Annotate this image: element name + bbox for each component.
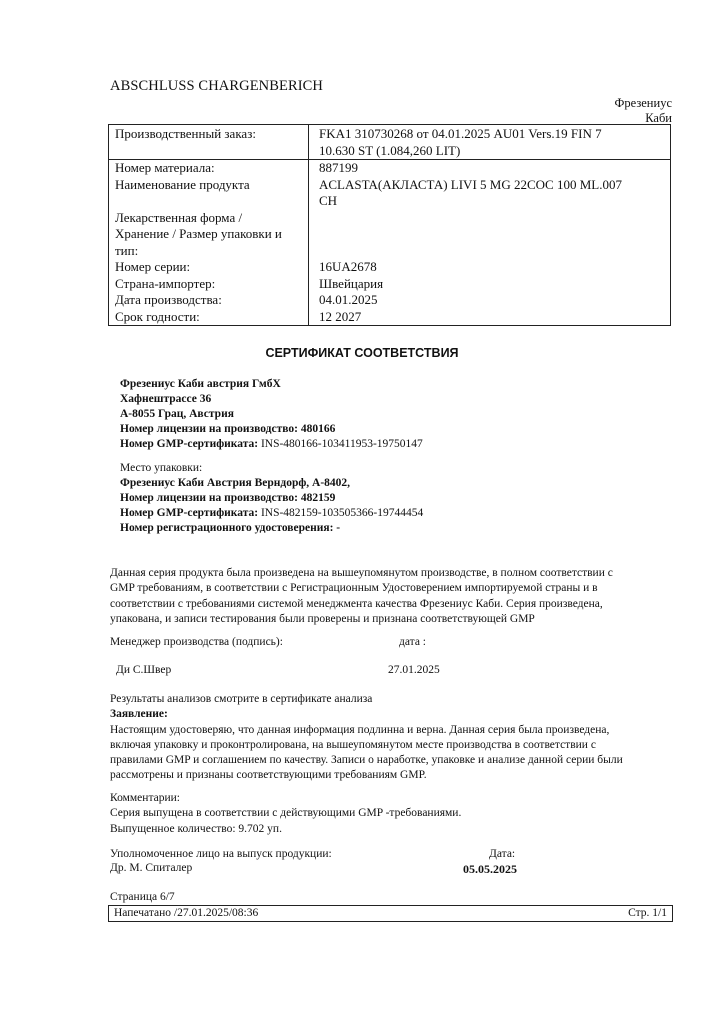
packaging-site: Фрезениус Каби Австрия Верндорф, А-8402, xyxy=(120,477,351,489)
paragraph-line: GMP требованиям, в соответствии с Регистрационным Удостоверением импортируемой страны и в xyxy=(110,582,598,595)
table-row xyxy=(109,309,671,326)
row-value: 887199 xyxy=(319,160,358,175)
manufacturer-name: Фрезениус Каби австрия ГмбХ xyxy=(120,378,281,390)
footer-page-number: Стр. 1/1 xyxy=(628,907,667,919)
row-value xyxy=(309,125,671,160)
analysis-block xyxy=(110,692,676,784)
value-line: ACLASTA(АКЛАСТА) LIVI 5 MG 22COC 100 ML.007 xyxy=(319,176,622,192)
row-label: Страна-импортер: xyxy=(109,276,309,293)
declaration-line: Настоящим удостоверяю, что данная информация подлинна и верна. Данная серия была произведена, xyxy=(110,723,610,736)
table-row xyxy=(109,276,671,293)
comments-line: Серия выпущена в соответствии с действующими GMP -требованиями. xyxy=(110,807,462,820)
packaging-label: Место упаковки: xyxy=(120,462,203,474)
row-label: Номер серии: xyxy=(109,259,309,276)
production-manager-date-label: дата : xyxy=(399,636,426,648)
production-manager-name: Ди С.Швер xyxy=(116,664,172,676)
row-value: 12 2027 xyxy=(309,309,671,326)
release-date-label: Дата: xyxy=(489,848,516,860)
row-value xyxy=(309,210,671,260)
license-value: 482159 xyxy=(300,492,336,504)
production-manager-date: 27.01.2025 xyxy=(388,664,440,676)
row-value: 04.01.2025 xyxy=(319,292,378,307)
manufacturer-license xyxy=(120,422,423,437)
declaration-line: правилами GMP и соглашением по качеству. Записи о наработке, упаковке и анализе данной серии были xyxy=(110,754,623,767)
order-info-table xyxy=(108,124,671,326)
company-name xyxy=(615,96,673,126)
release-label: Уполномоченное лицо на выпуск продукции: xyxy=(110,848,332,860)
paragraph-line: Данная серия продукта была произведена на вышеупомянутом производстве, в полном соответствии с xyxy=(110,567,613,579)
release-person-name: Др. М. Спиталер xyxy=(110,862,193,874)
company-name-line1: Фрезениус xyxy=(614,96,672,110)
compliance-statement xyxy=(110,566,676,627)
value-line: FKA1 310730268 от 04.01.2025 AU01 Vers.19 FIN 7 xyxy=(319,126,602,141)
row-value: Швейцария xyxy=(319,275,384,291)
certificate-title: СЕРТИФИКАТ СООТВЕТСТВИЯ xyxy=(265,346,459,360)
comments-line: Выпущенное количество: 9.702 уп. xyxy=(110,822,282,835)
declaration-line: включая упаковку и проконтролирована, на вышеупомянутом месте производства в соответствии с xyxy=(110,738,596,751)
packaging-license xyxy=(120,491,423,506)
row-label: Производственный заказ: xyxy=(109,125,309,160)
paragraph-line: соответствии с требованиями системой менеджмента качества Фрезениус Каби. Серия произведена, xyxy=(110,597,603,610)
packaging-block xyxy=(120,461,423,536)
value-line: CH xyxy=(319,193,338,208)
table-row xyxy=(109,125,671,160)
production-manager-label: Менеджер производства (подпись): xyxy=(110,636,283,648)
gmp-label: Номер GMP-сертификата: xyxy=(120,438,259,450)
manufacturer-city: А-8055 Грац, Австрия xyxy=(120,408,234,420)
row-label: Дата производства: xyxy=(109,292,309,309)
manufacturer-gmp xyxy=(120,437,423,452)
print-footer xyxy=(108,905,673,922)
row-label: Лекарственная форма / Хранение / Размер упаковки и тип: xyxy=(109,210,309,260)
comments-block xyxy=(110,791,676,837)
row-label: Срок годности: xyxy=(109,309,309,326)
value-line: 10.630 ST (1.084,260 LIT) xyxy=(319,142,461,158)
row-label: Наименование продукта xyxy=(109,177,309,210)
packaging-gmp xyxy=(120,506,423,521)
gmp-value: INS-482159-103505366-19744454 xyxy=(260,507,424,519)
declaration-line: рассмотрены и признаны соответствующими требованиям GMP. xyxy=(110,769,427,782)
registration-number: Номер регистрационного удостоверения: - xyxy=(120,522,341,534)
row-label: Номер материала: xyxy=(109,160,309,177)
license-value: 480166 xyxy=(300,423,336,435)
comments-label: Комментарии: xyxy=(110,792,180,804)
declaration-label: Заявление: xyxy=(110,708,168,721)
license-label: Номер лицензии на производство: xyxy=(120,423,298,435)
license-label: Номер лицензии на производство: xyxy=(120,492,298,504)
paragraph-line: упакована, и записи тестирования были проверены и признана соответствующей GMP xyxy=(110,612,535,625)
gmp-label: Номер GMP-сертификата: xyxy=(120,507,259,519)
gmp-value: INS-480166-103411953-19750147 xyxy=(260,438,423,450)
row-value xyxy=(309,177,671,210)
row-value: 16UA2678 xyxy=(319,259,377,274)
table-row xyxy=(109,160,671,177)
table-row xyxy=(109,292,671,309)
manufacturer-street: Хафнештрассе 36 xyxy=(120,393,212,405)
page-label: Страница 6/7 xyxy=(110,891,175,903)
document-title: ABSCHLUSS CHARGENBERICH xyxy=(110,78,323,94)
table-row xyxy=(109,259,671,276)
table-row xyxy=(109,177,671,210)
company-name-line2: Каби xyxy=(645,111,672,125)
table-row xyxy=(109,210,671,260)
release-date: 05.05.2025 xyxy=(463,862,517,876)
printed-timestamp: Напечатано /27.01.2025/08:36 xyxy=(114,907,259,919)
manufacturer-block xyxy=(120,377,423,452)
analysis-results: Результаты анализов смотрите в сертификате анализа xyxy=(110,693,373,705)
